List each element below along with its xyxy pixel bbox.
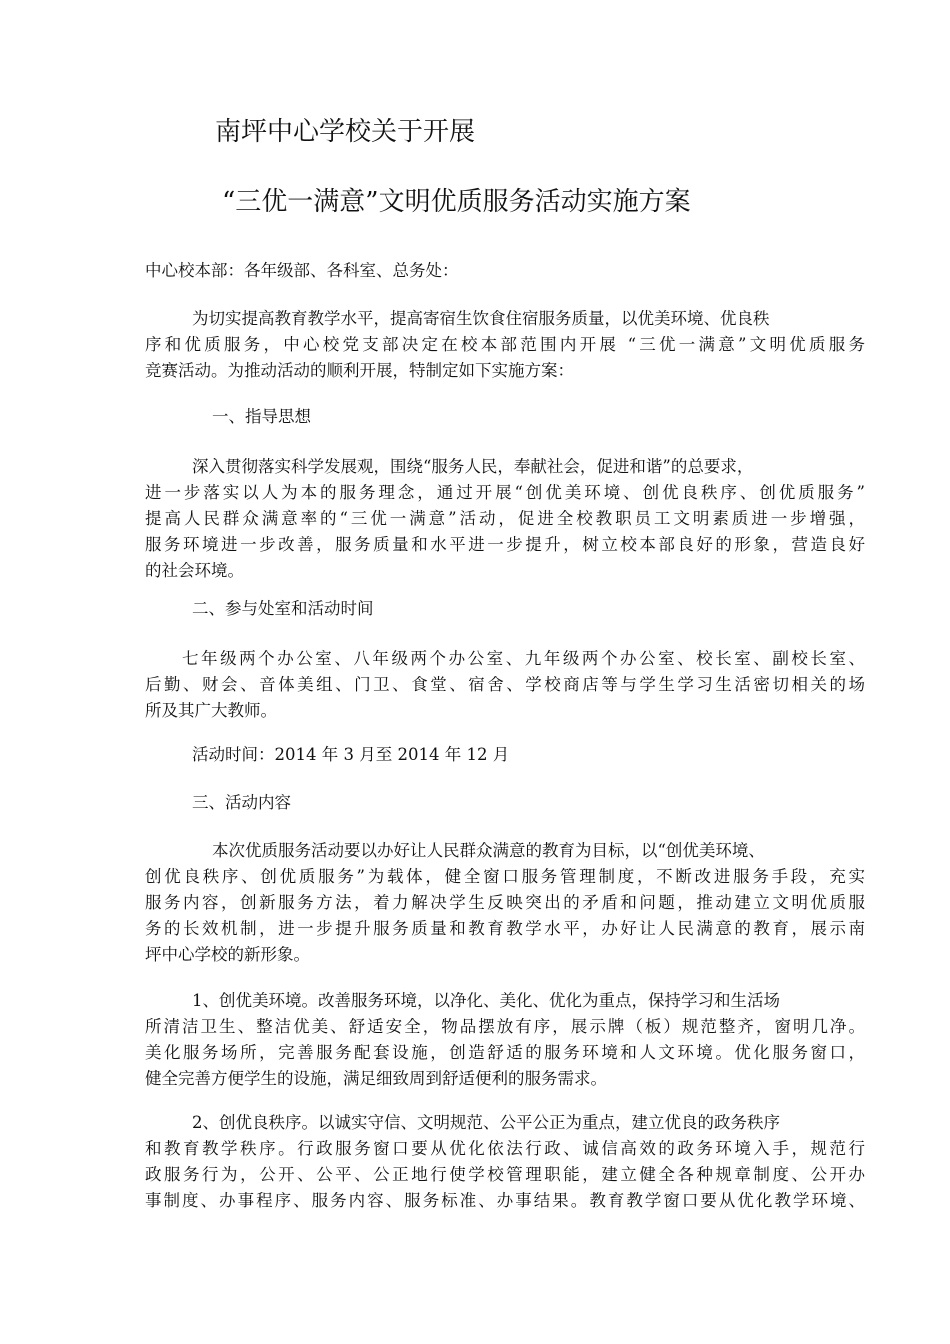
title-line-2: “三优一满意”文明优质服务活动实施方案: [222, 187, 691, 217]
intro-line: 为切实提高教育教学水平，提高寄宿生饮食住宿服务质量，以优美环境、优良秩: [192, 309, 770, 328]
section1-line: 服务环境进一步改善，服务质量和水平进一步提升，树立校本部良好的形象，营造良好: [145, 535, 865, 554]
section2-line: 七年级两个办公室、八年级两个办公室、九年级两个办公室、校长室、副校长室、: [182, 649, 865, 668]
item1-line: 美化服务场所，完善服务配套设施，创造舒适的服务环境和人文环境。优化服务窗口，: [145, 1043, 865, 1062]
section3-line: 本次优质服务活动要以办好让人民群众满意的教育为目标，以“创优美环境、: [212, 841, 765, 860]
item2-line: 和教育教学秩序。行政服务窗口要从优化依法行政、诚信高效的政务环境入手，规范行: [145, 1139, 865, 1158]
section3-line: 创优良秩序、创优质服务”为载体，健全窗口服务管理制度，不断改进服务手段，充实: [145, 867, 865, 886]
item1-line: 所清洁卫生、整洁优美、舒适安全，物品摆放有序，展示牌（板）规范整齐，窗明几净。: [145, 1017, 865, 1036]
item2-line: 2、创优良秩序。以诚实守信、文明规范、公平公正为重点，建立优良的政务秩序: [192, 1113, 780, 1132]
section3-line: 坪中心学校的新形象。: [145, 945, 310, 964]
addressee: 中心校本部：各年级部、各科室、总务处：: [145, 261, 459, 280]
intro-line: 序和优质服务，中心校党支部决定在校本部范围内开展 “三优一满意”文明优质服务: [145, 335, 865, 354]
section1-line: 的社会环境。: [145, 561, 244, 580]
item1-line: 1、创优美环境。改善服务环境，以净化、美化、优化为重点，保持学习和生活场: [192, 991, 780, 1010]
section1-line: 深入贯彻落实科学发展观，围绕“服务人民，奉献社会，促进和谐”的总要求，: [192, 457, 754, 476]
section2-line: 所及其广大教师。: [145, 701, 277, 720]
section3-line: 务的长效机制，进一步提升服务质量和教育教学水平，办好让人民满意的教育，展示南: [145, 919, 865, 938]
section1-line: 进一步落实以人为本的服务理念，通过开展“创优美环境、创优良秩序、创优质服务”: [145, 483, 865, 502]
section1-heading: 一、指导思想: [212, 407, 311, 426]
section3-heading: 三、活动内容: [192, 793, 291, 812]
title-line-1: 南坪中心学校关于开展: [215, 117, 476, 147]
intro-line: 竞赛活动。为推动活动的顺利开展，特制定如下实施方案：: [145, 361, 574, 380]
section2-heading: 二、参与处室和活动时间: [192, 599, 374, 618]
section2-line: 后勤、财会、音体美组、门卫、食堂、宿舍、学校商店等与学生学习生活密切相关的场: [145, 675, 865, 694]
section3-line: 服务内容，创新服务方法，着力解决学生反映突出的矛盾和问题，推动建立文明优质服: [145, 893, 865, 912]
item2-line: 政服务行为，公开、公平、公正地行使学校管理职能，建立健全各种规章制度、公开办: [145, 1165, 865, 1184]
section1-line: 提高人民群众满意率的“三优一满意”活动，促进全校教职员工文明素质进一步增强，: [145, 509, 865, 528]
activity-time: 活动时间：2014 年 3 月至 2014 年 12 月: [192, 745, 510, 764]
item2-line: 事制度、办事程序、服务内容、服务标准、办事结果。教育教学窗口要从优化教学环境、: [145, 1191, 865, 1210]
item1-line: 健全完善方便学生的设施，满足细致周到舒适便利的服务需求。: [145, 1069, 607, 1088]
